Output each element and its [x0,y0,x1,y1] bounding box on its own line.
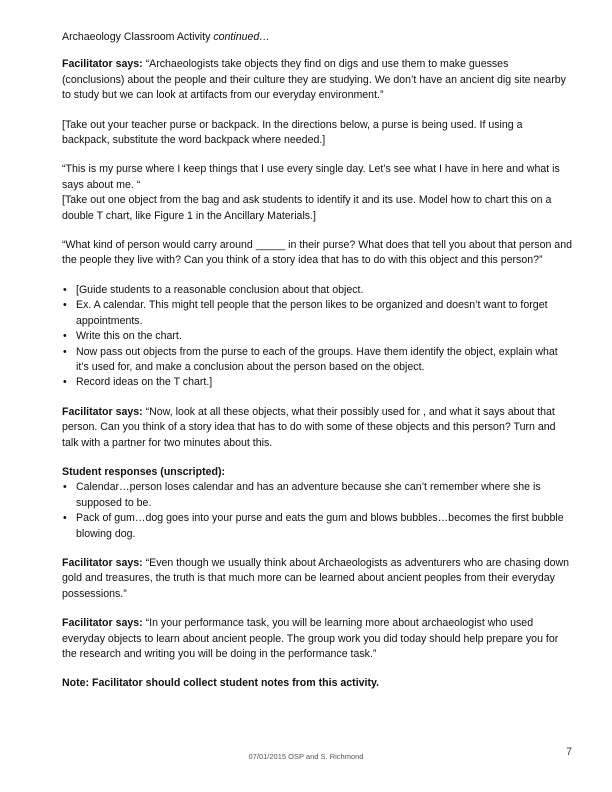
page-number: 7 [566,746,573,758]
fourth-facilitator-paragraph [62,616,572,662]
third-say-text: “Even though we usually think about Archaeologists as adventurers who are chasing down gold and treasures, the truth is that much more can be learned about ancient peoples from their everyday possessions.” [62,556,570,600]
title-suffix: continued… [213,31,270,43]
intro-paragraph [62,57,572,103]
purse-quote: “This is my purse where I keep things that I use every single day. Let’s see what I have in here and what is says about me. “ [62,163,560,191]
facilitator-label: Facilitator says: [62,405,143,418]
guide-bullet-list [62,283,572,391]
backpack-note: [Take out your teacher purse or backpack. In the directions below, a purse is being used. If using a backpack, substitute the word backpack where needed.] [62,118,523,147]
third-facilitator-paragraph [62,556,572,602]
document-page [62,30,572,706]
list-item: • Now pass out objects from the purse to each of the groups. Have them identify the object, explain what it’s used for, and make a conclusion about the person based on the object. [62,345,572,376]
list-item: • Calendar…person loses calendar and has an adventure because she can’t remember where she is supposed to be. [62,480,572,511]
student-responses-heading: Student responses (unscripted): [62,465,226,478]
intro-text: “Archaeologists take objects they find on digs and use them to make guesses (conclusions) about the people and their culture they are studying. We don’t have an ancient dig site nearby to study but we can look at artifacts from our everyday environment.” [62,58,566,102]
purse-paragraph [62,162,572,224]
list-item: • Write this on the chart. [62,329,572,344]
list-item: • Record ideas on the T chart.] [62,375,572,390]
fourth-say-text: “In your performance task, you will be learning more about archaeologist who used everyday objects to learn about ancient people. The group work you did today should help prepare you for the research and writing you will be doing in the performance task.” [62,617,559,660]
title-text: Archaeology Classroom Activity [62,31,211,43]
facilitator-label: Facilitator says: [62,58,143,71]
facilitator-label: Facilitator says: [62,617,143,630]
list-item: • [Guide students to a reasonable conclusion about that object. [62,283,572,298]
purse-instruction: [Take out one object from the bag and ask students to identify it and its use. Model how to chart this on a double T chart, like Figure 1 in the Ancillary Materials.] [62,194,552,222]
question-paragraph: “What kind of person would carry around _____ in their purse? What does that tell you about that person and the people they live with? Can you think of a story idea that has to do with this object and this person?” [62,239,572,267]
list-item: • Ex. A calendar. This might tell people that the person likes to be organized and doesn’t want to forget appointments. [62,298,572,329]
student-responses-list [62,480,572,542]
list-item: • Pack of gum…dog goes into your purse and eats the gum and blows bubbles…becomes the first bubble blowing dog. [62,511,572,542]
facilitator-label: Facilitator says: [62,556,143,569]
final-note: Note: Facilitator should collect student notes from this activity. [62,677,380,690]
page-footer: 07/01/2015 OSP and S. Richmond [248,752,364,761]
second-say-text: “Now, look at all these objects, what their possibly used for , and what it says about that person. Can you think of a story idea that has to do with some of these objects and this person? Turn and talk with a partner for two minutes about this. [62,405,556,449]
second-facilitator-paragraph [62,405,572,451]
page-title [62,30,572,45]
